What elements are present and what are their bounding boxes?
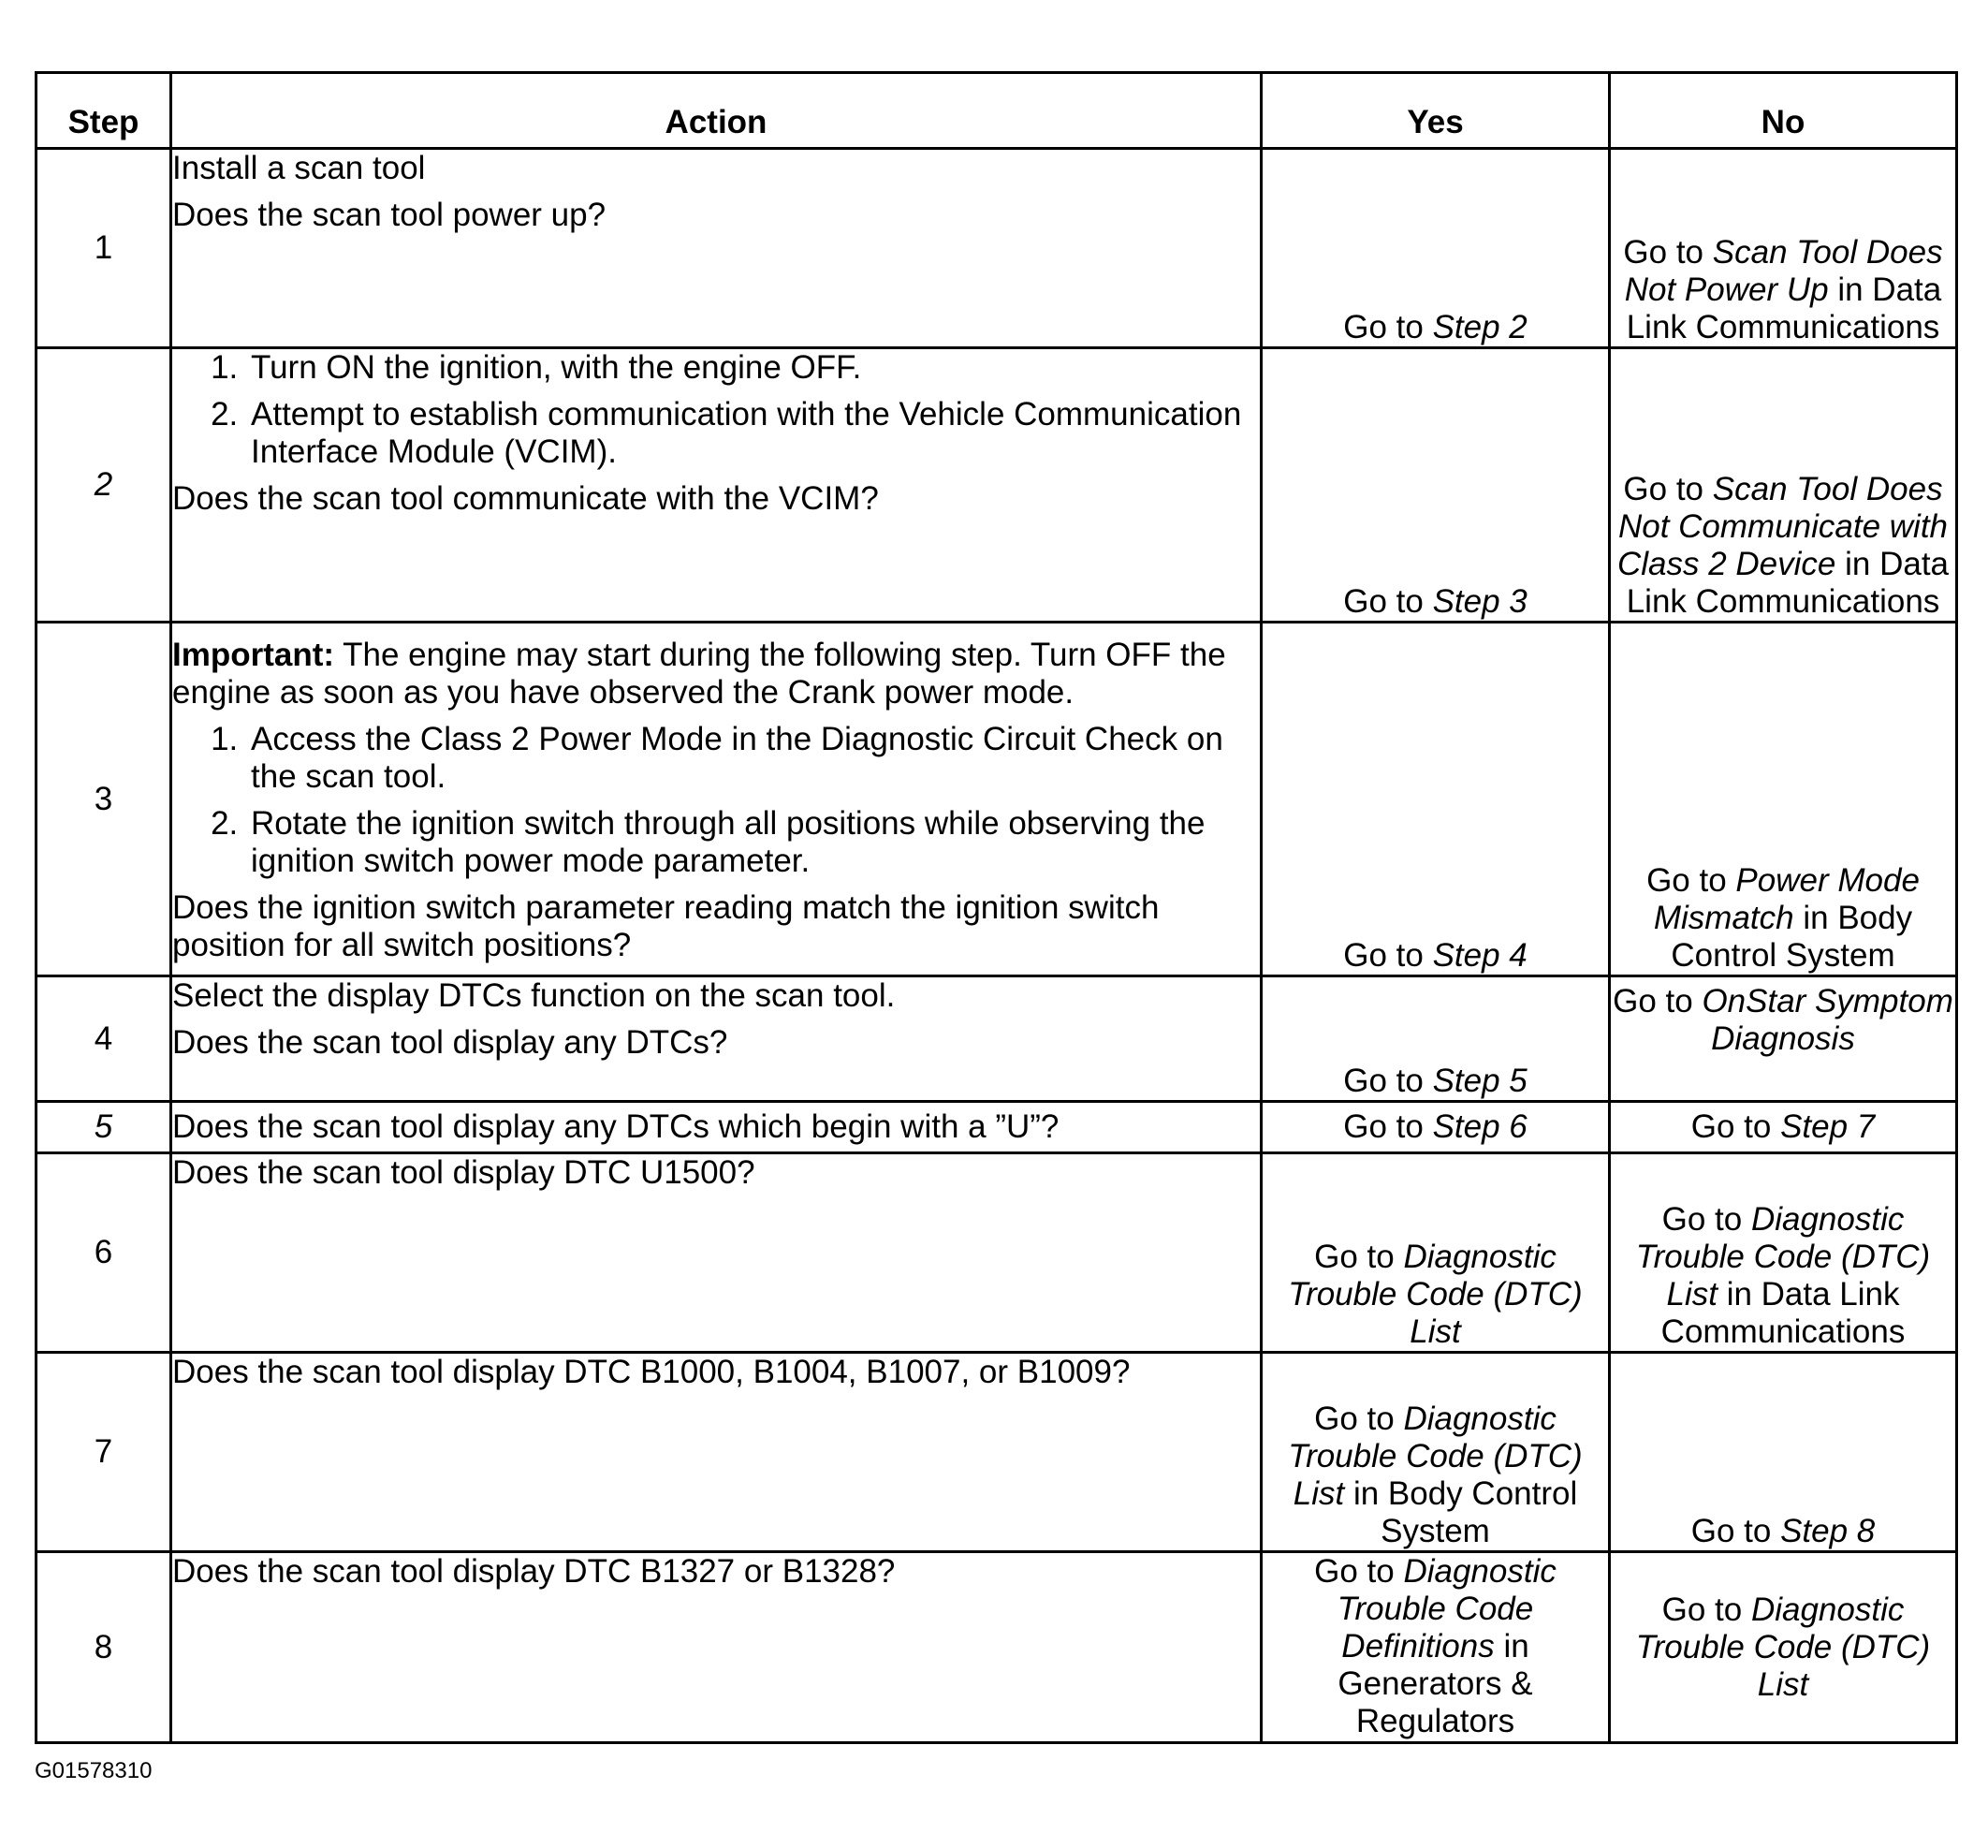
header-step: Step xyxy=(37,73,171,149)
action-question: Does the scan tool display any DTCs? xyxy=(172,1024,728,1061)
action-cell xyxy=(171,348,1262,623)
yes-cell: Go to Diagnostic Trouble Code (DTC) List in Body Control System xyxy=(1262,1353,1610,1552)
important-text: The engine may start during the following step. Turn OFF the engine as soon as you have observed the Crank power mode. xyxy=(172,637,1226,711)
action-cell xyxy=(171,149,1262,348)
step-number: 1 xyxy=(37,149,171,348)
no-cell: Go to Step 8 xyxy=(1610,1353,1957,1552)
yes-link[interactable]: Diagnostic Trouble Code xyxy=(1337,1553,1557,1627)
table-header-row xyxy=(37,73,1957,149)
table-row xyxy=(37,976,1957,1102)
action-question: Does the scan tool display DTC B1000, B1004, B1007, or B1009? xyxy=(172,1354,1131,1390)
table-row xyxy=(37,149,1957,348)
no-cell: Go to Scan Tool Does Not Communicate with Class 2 Device in Data Link Communications xyxy=(1610,348,1957,623)
action-step-item: 1. Access the Class 2 Power Mode in the Diagnostic Circuit Check on the scan tool. xyxy=(247,721,1260,796)
header-yes: Yes xyxy=(1262,73,1610,149)
action-steps-list xyxy=(172,721,1260,880)
action-cell xyxy=(171,1353,1262,1552)
yes-link[interactable]: Step 3 xyxy=(1432,583,1528,620)
no-link[interactable]: Power Mode Mismatch xyxy=(1653,862,1920,936)
action-question: Does the scan tool display any DTCs which begin with a ”U”? xyxy=(172,1108,1060,1145)
action-question: Does the ignition switch parameter reading match the ignition switch position for all switch positions? xyxy=(172,889,1160,963)
header-action: Action xyxy=(171,73,1262,149)
action-cell xyxy=(171,1552,1262,1743)
step-number: 7 xyxy=(37,1353,171,1552)
figure-caption: G01578310 xyxy=(35,1758,153,1783)
table-row xyxy=(37,1353,1957,1552)
no-link[interactable]: Scan Tool Does Not Power Up xyxy=(1624,234,1943,308)
table-row xyxy=(37,348,1957,623)
no-cell: Go to Diagnostic Trouble Code (DTC) List xyxy=(1610,1552,1957,1743)
action-question: Does the scan tool power up? xyxy=(172,197,607,233)
no-cell: Go to OnStar Symptom Diagnosis xyxy=(1610,976,1957,1102)
diagnostic-table xyxy=(35,71,1958,1744)
no-cell: Go to Power Mode Mismatch in Body Control System xyxy=(1610,623,1957,976)
no-link[interactable]: Step 8 xyxy=(1780,1513,1876,1549)
step-number: 2 xyxy=(37,348,171,623)
action-cell xyxy=(171,1102,1262,1153)
action-question: Does the scan tool display DTC U1500? xyxy=(172,1154,755,1191)
step-number: 4 xyxy=(37,976,171,1102)
no-link[interactable]: Diagnostic Trouble Code (DTC) List xyxy=(1635,1591,1931,1703)
step-number: 3 xyxy=(37,623,171,976)
yes-cell: Go to Step 4 xyxy=(1262,623,1610,976)
yes-link[interactable]: Step 5 xyxy=(1432,1063,1528,1099)
no-cell: Go to Step 7 xyxy=(1610,1102,1957,1153)
table-row xyxy=(37,1552,1957,1743)
action-cell xyxy=(171,623,1262,976)
yes-link[interactable]: Diagnostic Trouble Code (DTC) List xyxy=(1288,1239,1583,1350)
header-no: No xyxy=(1610,73,1957,149)
yes-cell: Go to Step 2 xyxy=(1262,149,1610,348)
no-link[interactable]: Diagnostic Trouble Code (DTC) List xyxy=(1635,1201,1931,1313)
action-cell xyxy=(171,976,1262,1102)
action-step-item: 1. Turn ON the ignition, with the engine OFF. xyxy=(247,349,1260,387)
yes-link[interactable]: Step 2 xyxy=(1432,309,1528,345)
no-link[interactable]: Scan Tool Does Not Communicate with Class 2 Device xyxy=(1616,471,1949,582)
yes-link[interactable]: Step 4 xyxy=(1432,937,1528,974)
action-instruction: Install a scan tool xyxy=(172,150,426,186)
table-row xyxy=(37,1153,1957,1353)
table-row xyxy=(37,623,1957,976)
yes-cell: Go to Step 3 xyxy=(1262,348,1610,623)
action-cell xyxy=(171,1153,1262,1353)
no-cell: Go to Diagnostic Trouble Code (DTC) List in Data Link Communications xyxy=(1610,1153,1957,1353)
yes-cell: Go to Diagnostic Trouble Code Definitions in Generators & Regulators xyxy=(1262,1552,1610,1743)
yes-cell: Go to Step 5 xyxy=(1262,976,1610,1102)
yes-cell: Go to Step 6 xyxy=(1262,1102,1610,1153)
yes-cell: Go to Diagnostic Trouble Code (DTC) List xyxy=(1262,1153,1610,1353)
yes-link[interactable]: Step 6 xyxy=(1432,1108,1528,1145)
no-cell: Go to Scan Tool Does Not Power Up in Data Link Communications xyxy=(1610,149,1957,348)
step-number: 6 xyxy=(37,1153,171,1353)
action-step-item: 2. Rotate the ignition switch through all positions while observing the ignition switch power mode parameter. xyxy=(247,805,1260,880)
yes-link[interactable]: Diagnostic Trouble Code (DTC) List xyxy=(1288,1401,1583,1512)
action-steps-list xyxy=(172,349,1260,471)
action-question: Does the scan tool display DTC B1327 or B1328? xyxy=(172,1553,896,1590)
important-note xyxy=(172,637,1260,711)
step-number: 8 xyxy=(37,1552,171,1743)
no-link[interactable]: OnStar Symptom Diagnosis xyxy=(1702,983,1953,1057)
step-number: 5 xyxy=(37,1102,171,1153)
action-step-item: 2. Attempt to establish communication with the Vehicle Communication Interface Module (VCIM). xyxy=(247,396,1260,471)
yes-link-continued[interactable]: Definitions xyxy=(1341,1628,1495,1665)
action-question: Does the scan tool communicate with the VCIM? xyxy=(172,480,879,517)
important-label: Important: xyxy=(172,637,335,673)
action-instruction: Select the display DTCs function on the scan tool. xyxy=(172,977,896,1014)
table-row xyxy=(37,1102,1957,1153)
no-link[interactable]: Step 7 xyxy=(1780,1108,1876,1145)
